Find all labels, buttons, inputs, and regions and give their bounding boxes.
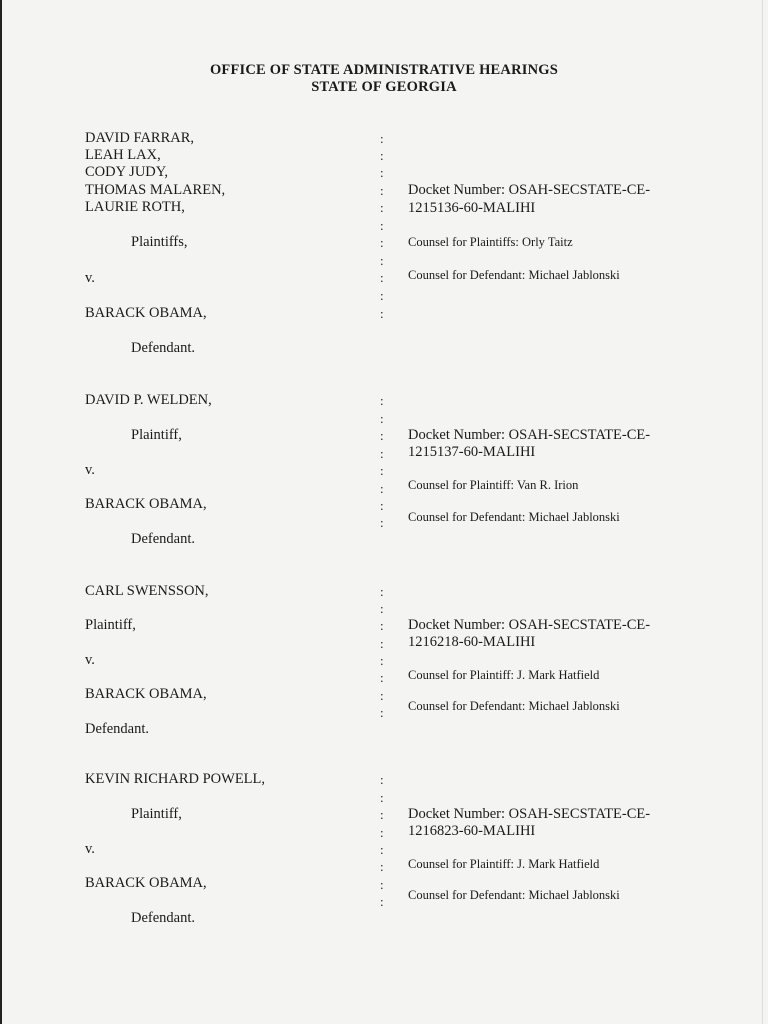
separator-colon: : [380,584,384,599]
separator-colon: : [380,653,384,668]
docket-number: Docket Number: OSAH-SECSTATE-CE- [408,182,651,198]
separator-colon: : [380,515,384,530]
separator-colon: : [380,688,384,703]
plaintiff-role: Plaintiffs, [131,234,188,250]
separator-colon: : [380,772,384,787]
header-state: STATE OF GEORGIA [311,79,457,95]
separator-colon: : [380,618,384,633]
separator-colon: : [380,481,384,496]
defendant-name: BARACK OBAMA, [85,496,207,512]
docket-number-cont: 1215137-60-MALIHI [408,444,536,460]
defendant-name: BARACK OBAMA, [85,686,207,702]
separator-colon: : [380,393,384,408]
separator-colon: : [380,601,384,616]
page-left-edge [0,0,2,1024]
plaintiff-role: Plaintiff, [85,617,136,633]
docket-number: Docket Number: OSAH-SECSTATE-CE- [408,617,651,633]
counsel-defendant: Counsel for Defendant: Michael Jablonski [408,699,620,713]
header-office: OFFICE OF STATE ADMINISTRATIVE HEARINGS [209,62,559,78]
defendant-name: BARACK OBAMA, [85,305,207,321]
defendant-name: BARACK OBAMA, [85,875,207,891]
separator-colon: : [380,842,384,857]
separator-colon: : [380,705,384,720]
versus-label: v. [85,652,95,668]
separator-colon: : [380,859,384,874]
separator-colon: : [380,790,384,805]
separator-colon: : [380,636,384,651]
separator-colon: : [380,270,384,285]
separator-colon: : [380,218,384,233]
versus-label: v. [85,462,95,478]
docket-number-cont: 1216823-60-MALIHI [408,823,536,839]
docket-number: Docket Number: OSAH-SECSTATE-CE- [408,806,651,822]
separator-colon: : [380,463,384,478]
separator-colon: : [380,411,384,426]
party-name: LAURIE ROTH, [85,199,185,215]
defendant-role: Defendant. [85,721,150,737]
separator-colon: : [380,877,384,892]
separator-colon: : [380,670,384,685]
separator-colon: : [380,825,384,840]
counsel-defendant: Counsel for Defendant: Michael Jablonski [408,510,620,524]
defendant-role: Defendant. [131,340,196,356]
separator-colon: : [380,148,384,163]
separator-colon: : [380,894,384,909]
separator-colon: : [380,200,384,215]
separator-colon: : [380,288,384,303]
party-name: DAVID P. WELDEN, [85,392,212,408]
party-name: LEAH LAX, [85,147,161,163]
separator-colon: : [380,807,384,822]
defendant-role: Defendant. [131,531,196,547]
counsel-plaintiff: Counsel for Plaintiff: Van R. Irion [408,478,579,492]
versus-label: v. [85,841,95,857]
docket-number-cont: 1215136-60-MALIHI [408,200,536,216]
page-right-edge [762,0,763,1024]
party-name: CARL SWENSSON, [85,583,209,599]
separator-colon: : [380,253,384,268]
counsel-plaintiff: Counsel for Plaintiff: J. Mark Hatfield [408,668,600,682]
counsel-plaintiff: Counsel for Plaintiff: J. Mark Hatfield [408,857,600,871]
party-name: CODY JUDY, [85,164,168,180]
counsel-plaintiff: Counsel for Plaintiffs: Orly Taitz [408,235,573,249]
separator-colon: : [380,131,384,146]
separator-colon: : [380,235,384,250]
party-name: THOMAS MALAREN, [85,182,226,198]
party-name: KEVIN RICHARD POWELL, [85,771,266,787]
separator-colon: : [380,428,384,443]
document-header [0,62,768,96]
plaintiff-role: Plaintiff, [131,427,182,443]
separator-colon: : [380,498,384,513]
versus-label: v. [85,270,95,286]
docket-number: Docket Number: OSAH-SECSTATE-CE- [408,427,651,443]
separator-colon: : [380,183,384,198]
counsel-defendant: Counsel for Defendant: Michael Jablonski [408,268,620,282]
separator-colon: : [380,446,384,461]
separator-colon: : [380,306,384,321]
counsel-defendant: Counsel for Defendant: Michael Jablonski [408,888,620,902]
plaintiff-role: Plaintiff, [131,806,182,822]
party-name: DAVID FARRAR, [85,130,195,146]
separator-colon: : [380,165,384,180]
docket-number-cont: 1216218-60-MALIHI [408,634,536,650]
defendant-role: Defendant. [131,910,196,926]
